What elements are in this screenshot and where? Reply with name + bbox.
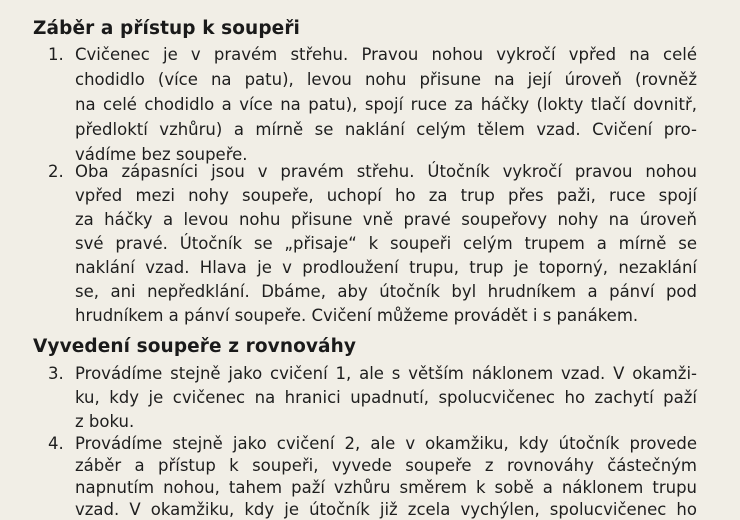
exercise-line: hrudníkem a pánví soupeře. Cvičení můžeme provádět i s panákem. — [75, 306, 639, 325]
exercise-line: se, ani nepředklání. Dbáme, aby útočník byl hrudníkem a pánví pod — [75, 282, 697, 301]
exercise-line: vzad. V okamžiku, kdy je útočník již zcela vychýlen, spolucvičenec ho — [75, 500, 697, 519]
exercise-line: z boku. — [75, 412, 135, 431]
exercise-line: Provádíme stejně jako cvičení 2, ale v okamžiku, kdy útočník provede — [75, 434, 697, 453]
exercise-line: Provádíme stejně jako cvičení 1, ale s větším náklonem vzad. V okamži- — [75, 364, 697, 383]
exercise-line: chodidlo (více na patu), levou nohu přisune na její úroveň (rovněž — [75, 70, 697, 89]
section-heading-unbalancing: Vyvedení soupeře z rovnováhy — [33, 336, 357, 357]
exercise-line: za háčky a levou nohu přisune vně pravé soupeřovy nohy na úroveň — [75, 210, 697, 229]
section-heading-grip: Záběr a přístup k soupeři — [33, 18, 300, 39]
exercise-line: Cvičenec je v pravém střehu. Pravou nohou vykročí vpřed na celé — [75, 45, 697, 64]
exercise-number: 3. — [48, 364, 64, 383]
exercise-line: vádíme bez soupeře. — [75, 145, 248, 164]
exercise-line: Oba zápasníci jsou v pravém střehu. Útočník vykročí pravou nohou — [75, 162, 697, 181]
exercise-number: 1. — [48, 45, 64, 64]
exercise-line: na celé chodidlo a více na patu), spojí ruce za háčky (lokty tlačí dovnitř, — [75, 95, 697, 114]
exercise-line: ku, kdy je cvičenec na hranici upadnutí, spolucvičenec ho zachytí paží — [75, 388, 697, 407]
exercise-line: předloktí vzhůru) a mírně se naklání celým tělem vzad. Cvičení pro- — [75, 120, 697, 139]
exercise-line: vpřed mezi nohy soupeře, uchopí ho za trup přes paži, ruce spojí — [75, 186, 697, 205]
exercise-line: naklání vzad. Hlava je v prodloužení trupu, trup je toporný, nezaklání — [75, 258, 697, 277]
exercise-line: své pravé. Útočník se „přisaje“ k soupeři celým trupem a mírně se — [75, 234, 697, 253]
exercise-line: záběr a přístup k soupeři, vyvede soupeře z rovnováhy částečným — [75, 456, 697, 475]
exercise-number: 4. — [48, 434, 64, 453]
exercise-number: 2. — [48, 162, 64, 181]
cropped-title-remnant — [150, 0, 590, 5]
exercise-line: napnutím nohou, tahem paží vzhůru směrem k sobě a náklonem trupu — [75, 478, 697, 497]
